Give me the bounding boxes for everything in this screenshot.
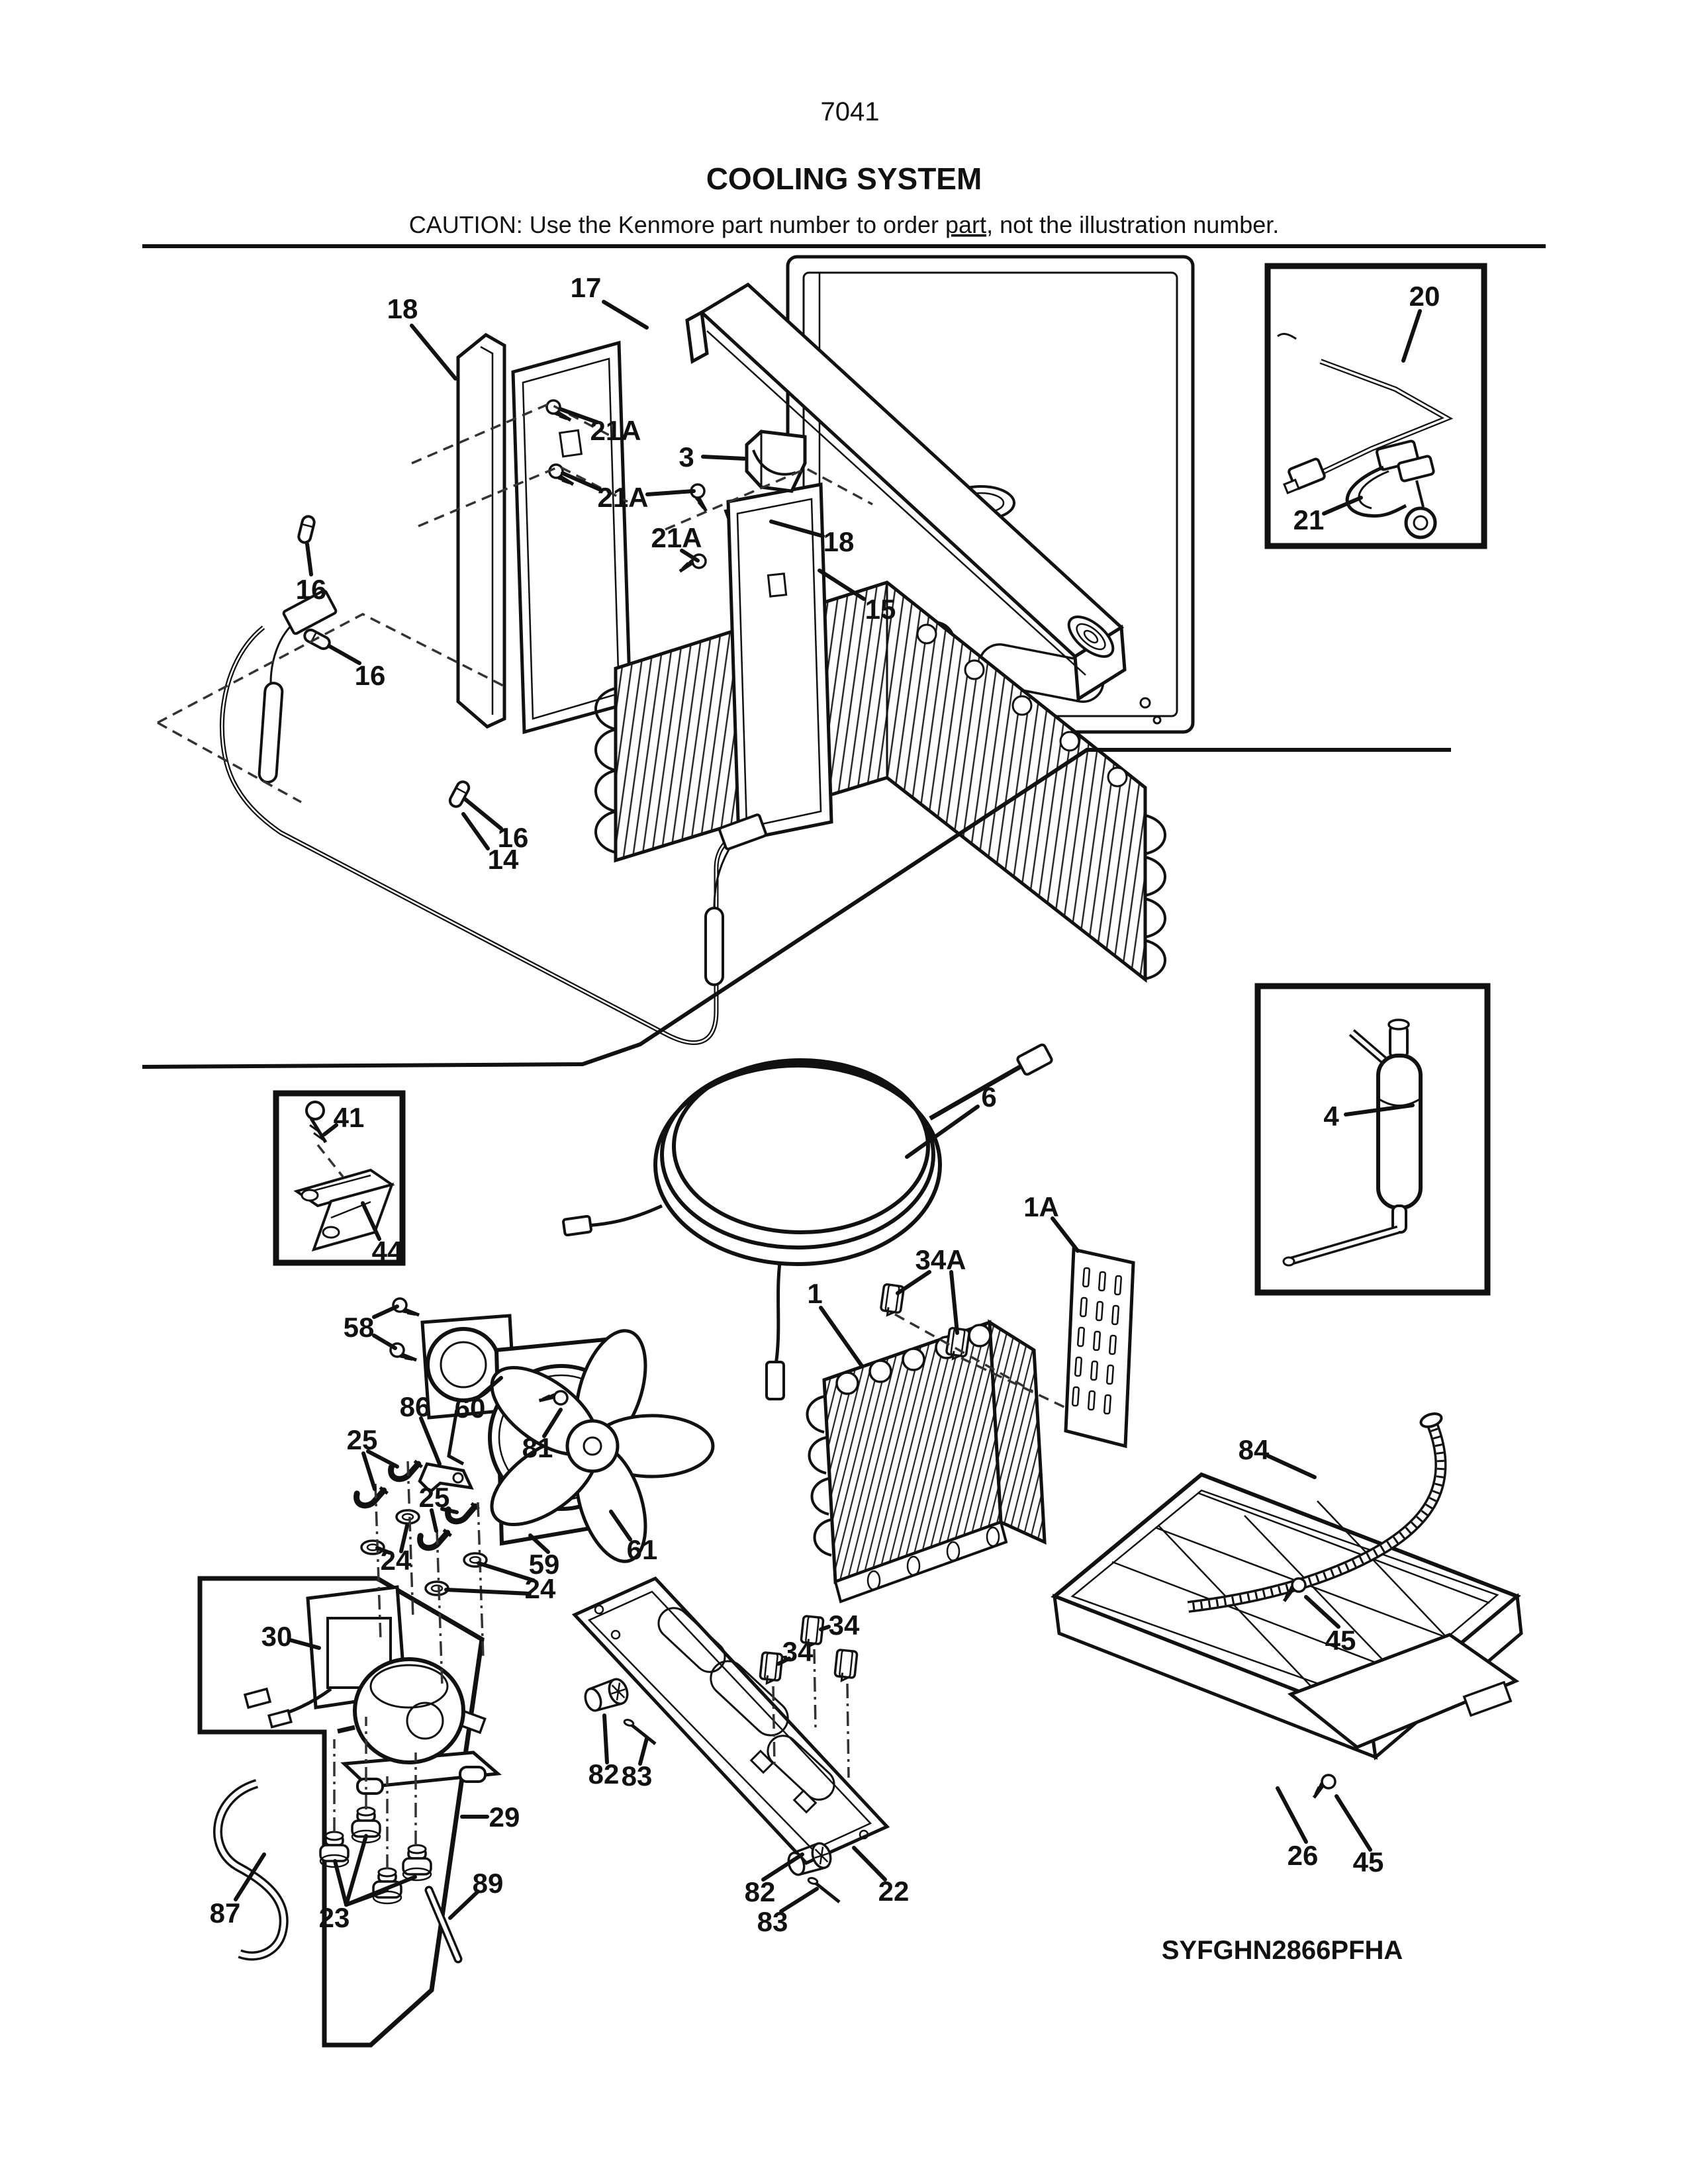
- temp-sensor: [259, 590, 337, 782]
- part-callout-26: 26: [1287, 1840, 1319, 1871]
- leader-line: [821, 1308, 862, 1366]
- part-callout-4: 4: [1323, 1101, 1339, 1132]
- leader-line: [363, 1453, 375, 1489]
- part-callout-84: 84: [1238, 1434, 1270, 1465]
- filter-drier-4: [1284, 1020, 1421, 1265]
- part-callout-25: 25: [418, 1482, 450, 1513]
- part-callout-25: 25: [346, 1424, 378, 1455]
- part-callout-45: 45: [1352, 1846, 1384, 1878]
- model-number: SYFGHN2866PFHA: [1161, 1936, 1403, 1965]
- screw-58: [389, 1338, 416, 1368]
- part-callout-18: 18: [823, 526, 855, 557]
- page-title: COOLING SYSTEM: [706, 161, 982, 196]
- gasket-18-left: [458, 335, 504, 727]
- part-callout-14: 14: [487, 844, 519, 875]
- leader-line: [463, 814, 488, 848]
- pin-83: [805, 1877, 844, 1902]
- leader-line: [421, 1418, 440, 1464]
- drain-pan-26: [1055, 1475, 1521, 1757]
- leader-line: [647, 491, 694, 494]
- part-callout-44: 44: [371, 1236, 403, 1267]
- part-callout-58: 58: [343, 1312, 375, 1343]
- part-callout-16: 16: [354, 660, 386, 691]
- part-callout-16: 16: [295, 574, 327, 605]
- part-callout-24: 24: [524, 1573, 556, 1604]
- leader-line: [951, 1272, 957, 1333]
- tube-clip-25: [355, 1484, 389, 1508]
- part-callout-1: 1: [807, 1278, 823, 1309]
- part-callout-24: 24: [380, 1545, 412, 1576]
- guide-line: [773, 1686, 774, 1766]
- leader-line: [1268, 1456, 1315, 1477]
- part-callout-81: 81: [522, 1432, 553, 1463]
- washer-24: [397, 1510, 419, 1524]
- grommet-16: [297, 515, 315, 543]
- heater-plate-15: [728, 484, 831, 841]
- temp-sensor: [706, 814, 767, 985]
- part-callout-60: 60: [454, 1392, 486, 1424]
- leader-line: [412, 326, 455, 379]
- part-callout-82: 82: [744, 1876, 776, 1907]
- part-callout-22: 22: [878, 1876, 910, 1907]
- part-callout-87: 87: [209, 1897, 241, 1929]
- leader-line: [374, 1336, 395, 1348]
- part-callout-83: 83: [621, 1760, 653, 1792]
- part-callout-34: 34: [782, 1636, 814, 1667]
- leader-line: [1053, 1218, 1078, 1251]
- screw-45: [1311, 1774, 1338, 1797]
- screw-41: [306, 1102, 326, 1142]
- leader-line: [432, 1510, 436, 1531]
- leader-line: [1278, 1788, 1306, 1842]
- part-callout-34: 34: [828, 1610, 860, 1641]
- guide-line: [814, 1649, 816, 1729]
- clip-34: [834, 1650, 857, 1682]
- grommet-16: [448, 780, 471, 809]
- part-callout-21A: 21A: [590, 415, 641, 446]
- clip-34a: [880, 1284, 904, 1317]
- drain-hose-87: [218, 1784, 284, 1956]
- tube-clip-25: [389, 1458, 424, 1481]
- part-callout-29: 29: [489, 1801, 520, 1833]
- condenser-1: [808, 1322, 1045, 1602]
- part-callout-17: 17: [570, 272, 602, 303]
- part-callout-23: 23: [318, 1902, 350, 1933]
- part-callout-34A: 34A: [915, 1244, 966, 1275]
- leader-line: [821, 1627, 829, 1629]
- leader-line: [703, 457, 744, 459]
- screw-21a: [680, 552, 707, 576]
- part-callout-15: 15: [865, 594, 896, 625]
- part-callout-86: 86: [399, 1391, 431, 1422]
- leader-line: [604, 302, 647, 328]
- guide-line: [847, 1684, 849, 1778]
- part-callout-45: 45: [1325, 1625, 1356, 1656]
- part-callout-82: 82: [588, 1758, 620, 1790]
- inset-box: [1258, 986, 1487, 1293]
- part-callout-89: 89: [472, 1868, 504, 1899]
- part-callout-20: 20: [1409, 281, 1440, 312]
- part-callout-61: 61: [626, 1534, 658, 1565]
- leader-line: [307, 544, 311, 574]
- screw-21a: [687, 483, 712, 512]
- part-callout-1A: 1A: [1023, 1191, 1059, 1222]
- leader-line: [335, 1861, 346, 1905]
- guide-line: [158, 614, 508, 723]
- leader-line: [346, 1836, 366, 1905]
- leader-line: [1336, 1796, 1370, 1850]
- part-callout-21: 21: [1293, 504, 1325, 535]
- part-callout-6: 6: [981, 1081, 997, 1113]
- leader-line: [1403, 311, 1420, 361]
- clip-34: [759, 1653, 782, 1685]
- part-callout-21A: 21A: [651, 522, 702, 553]
- grommet-23: [403, 1845, 431, 1880]
- leader-line: [446, 1590, 530, 1594]
- part-callout-3: 3: [679, 441, 694, 473]
- part-callout-59: 59: [528, 1549, 560, 1580]
- part-callout-30: 30: [261, 1621, 293, 1652]
- leader-line: [604, 1715, 607, 1762]
- condenser-panel-1a: [1066, 1250, 1133, 1446]
- roller-82: [583, 1677, 631, 1714]
- leader-line: [374, 1306, 397, 1317]
- guide-line: [318, 1145, 343, 1177]
- part-callout-83: 83: [757, 1906, 788, 1937]
- part-callout-16: 16: [497, 822, 529, 853]
- evaporator-side-plate: [513, 343, 630, 732]
- pin-83: [621, 1719, 660, 1744]
- caution-note: CAUTION: Use the Kenmore part number to order part, not the illustration number.: [408, 211, 1280, 238]
- leader-line: [854, 1848, 885, 1880]
- page-number: 7041: [820, 97, 880, 126]
- part-callout-41: 41: [333, 1102, 365, 1133]
- clamp-3: [747, 432, 805, 491]
- guide-line: [437, 1530, 442, 1686]
- part-callout-18: 18: [387, 293, 418, 324]
- part-callout-21A: 21A: [597, 482, 649, 513]
